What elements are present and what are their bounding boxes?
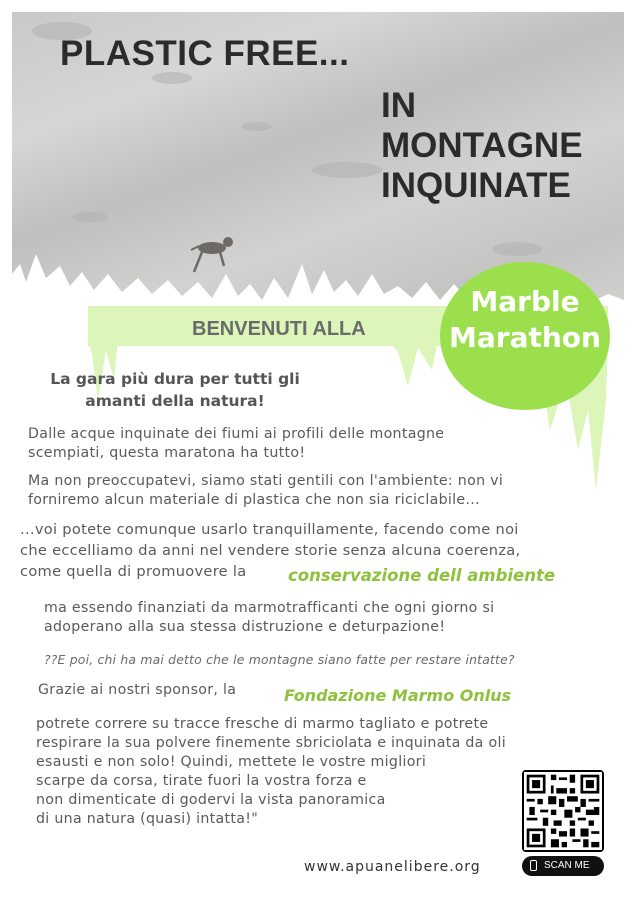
tagline (20, 368, 330, 412)
text-line: che eccelliamo da anni nel vendere storie senza alcuna coerenza, (20, 542, 521, 559)
text-line: scempiati, questa maratona ha tutto! (28, 445, 306, 461)
text-line: di una natura (quasi) intatta!" (36, 811, 259, 827)
text-line: potrete correre su tracce fresche di marmo tagliato e potrete (36, 716, 489, 732)
paragraph-2 (28, 472, 503, 510)
badge-line-1: Marble (470, 285, 580, 318)
headline-plastic-free: PLASTIC FREE... (60, 34, 350, 73)
text-line: adoperano alla sua stessa distruzione e deturpazione! (44, 619, 446, 635)
text-line: come quella di promuovere la (20, 563, 247, 580)
text-line: Dalle acque inquinate dei fiumi ai profili delle montagne (28, 426, 445, 442)
highlight-conservazione: conservazione dell ambiente (288, 566, 556, 585)
text-line: ma essendo finanziati da marmotrafficanti che ogni giorno si (44, 600, 495, 616)
text-line: scarpe da corsa, tirate fuori la vostra forza e (36, 773, 367, 789)
text-line: Ma non preoccupatevi, siamo stati gentili con l'ambiente: non vi (28, 473, 504, 489)
tagline-line: La gara più dura per tutti gli (50, 370, 300, 388)
phone-icon (530, 860, 537, 871)
text-line: forniremo alcun materiale di plastica che non sia riciclabile... (28, 492, 480, 508)
website-url[interactable]: www.apuanelibere.org (304, 859, 481, 875)
text-line: esausti e non solo! Quindi, mettete le vostre migliori (36, 754, 427, 770)
scan-me-button[interactable] (522, 856, 604, 876)
welcome-heading: BENVENUTI ALLA (192, 318, 366, 340)
paragraph-6 (36, 715, 506, 829)
paragraph-1 (28, 425, 444, 463)
qr-code-icon (524, 772, 602, 850)
highlight-fondazione: Fondazione Marmo Onlus (284, 686, 512, 705)
paragraph-4 (44, 599, 494, 637)
text-line: non dimenticate di godervi la vista panoramica (36, 792, 386, 808)
headline-line: MONTAGNE (381, 126, 583, 165)
question-line: ??E poi, chi ha mai detto che le montagne siano fatte per restare intatte? (44, 652, 515, 667)
headline-line: INQUINATE (381, 166, 571, 205)
scan-me-label: SCAN ME (544, 860, 590, 871)
headline-montagne-inquinate (381, 86, 583, 206)
badge-line-2: Marathon (449, 321, 601, 354)
text-line: ...voi potete comunque usarlo tranquillamente, facendo come noi (20, 521, 519, 538)
tagline-line: amanti della natura! (85, 392, 265, 410)
marble-marathon-label (436, 284, 614, 356)
text-line: respirare la sua polvere finemente sbriciolata e inquinata da oli (36, 735, 506, 751)
qr-code[interactable] (522, 770, 604, 852)
headline-line: IN (381, 86, 416, 125)
paragraph-5: Grazie ai nostri sponsor, la (38, 682, 237, 698)
